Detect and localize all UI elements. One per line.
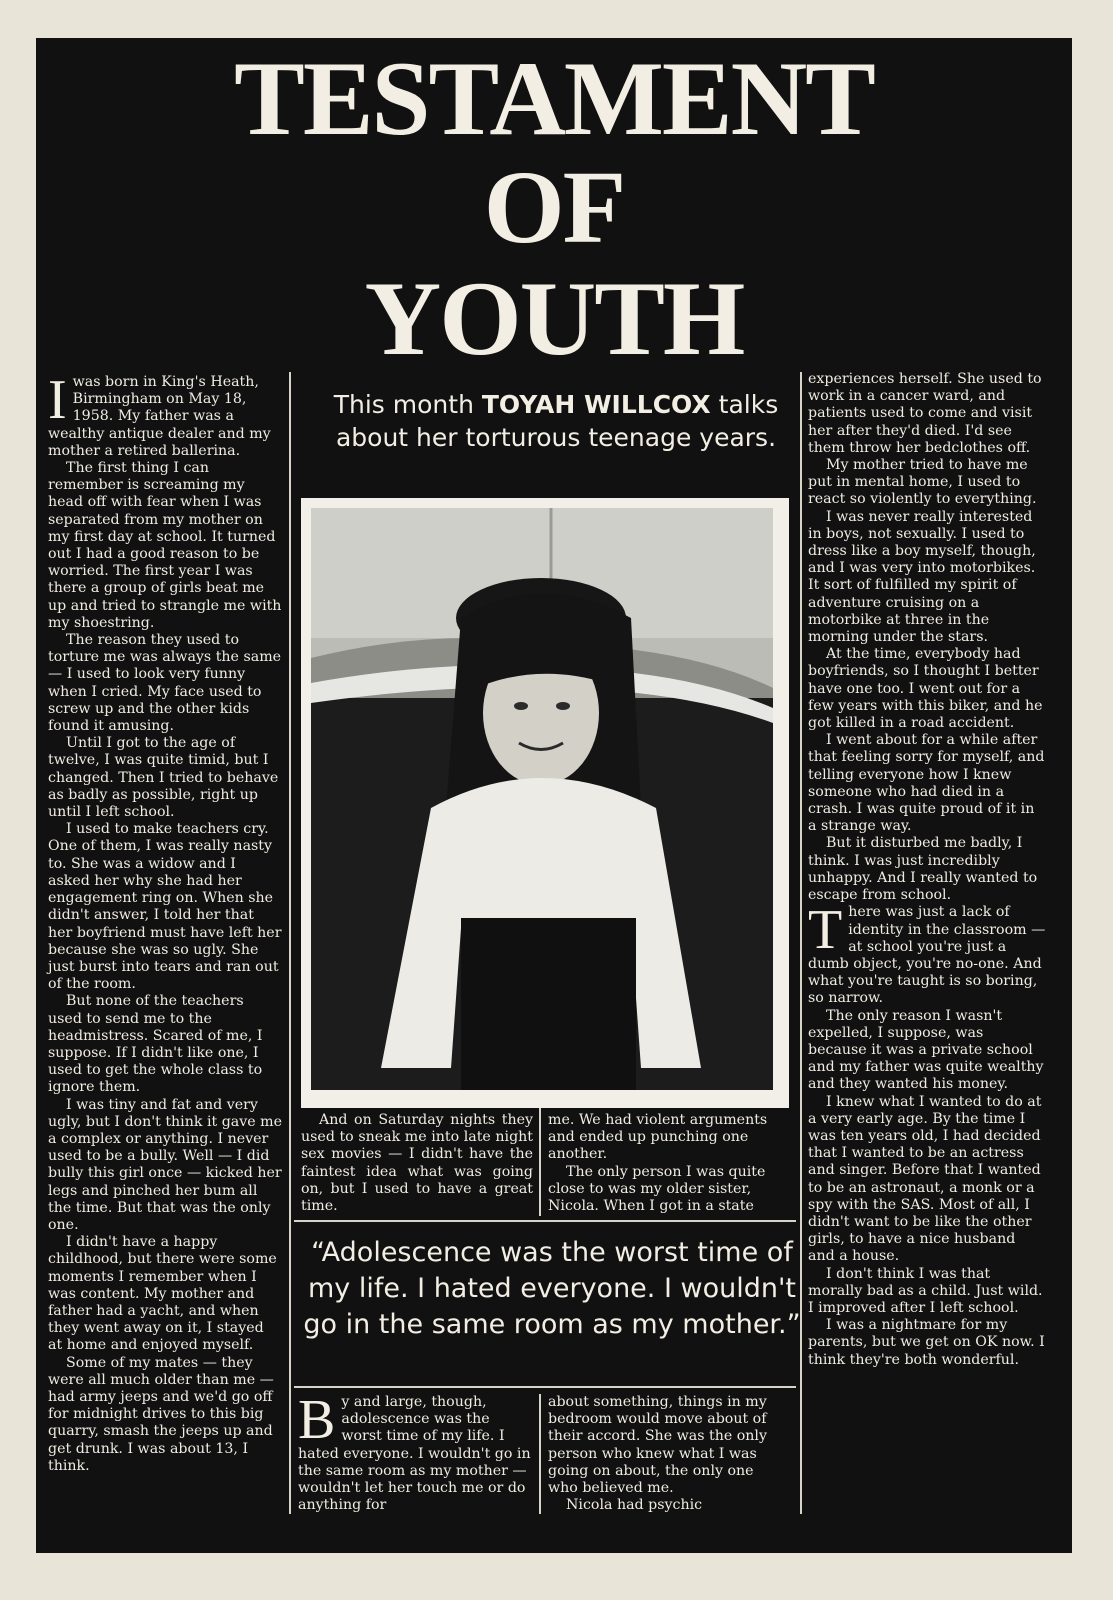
col2b-paragraph: The only person I was quite close to was my older sister, Nicola. When I got in a state [548, 1163, 766, 1215]
col4-paragraph: The only reason I wasn't expelled, I suppose, was because it was a private school and my father was quite wealthy and they wanted his money. [808, 1007, 1044, 1093]
article-column-1 [48, 369, 283, 1475]
article-column-4 [808, 371, 1046, 1369]
quote-rule-top [294, 1220, 796, 1222]
col4-paragraph: At the time, everybody had boyfriends, so I thought I better have one too. I went out for a few years with this biker, and he got killed in a road accident. [808, 646, 1043, 732]
pull-quote: “Adolescence was the worst time of my life. I hated everyone. I wouldn't go in the same room as my mother.” [303, 1237, 801, 1340]
col4-paragraph: But it disturbed me badly, I think. I was just incredibly unhappy. And I really wanted to escape from school. [808, 835, 1038, 904]
col4-paragraph: I was a nightmare for my parents, but we get on OK now. I think they're both wonderful. [808, 1317, 1045, 1368]
article-column-2a [301, 1112, 533, 1215]
col4-paragraph: My mother tried to have me put in mental home, I used to react so violently to everything. [808, 457, 1037, 508]
col3a-paragraph: y and large, though, adolescence was the worst time of my life. I hated everyone. I wouldn't go in the same room as my mother — wouldn't let her touch me or do anything for [298, 1394, 531, 1514]
drop-cap-b: B [298, 1389, 336, 1451]
intro-pre: This month [333, 390, 482, 419]
col1-paragraph: But none of the teachers used to send me to the headmistress. Scared of me, I suppose. If I didn't like one, I used to get the whole class to ignore them. [48, 993, 263, 1096]
girl-portrait-image [311, 508, 773, 1090]
article-column-2b [548, 1112, 776, 1215]
intro-standfirst [301, 388, 811, 454]
column-divider [289, 372, 291, 1514]
col3b-paragraph: about something, things in my bedroom would move about of their accord. She was the only person who knew what I was going on about, the only one who believed me. [548, 1394, 767, 1497]
column-divider [539, 1108, 541, 1216]
childhood-photo [311, 508, 773, 1090]
col2b-paragraph: me. We had violent arguments and ended up punching one another. [548, 1112, 768, 1163]
intro-post: talks about her torturous teenage years. [335, 390, 779, 452]
col1-paragraph: The first thing I can remember is screaming my head off with fear when I was separated from my mother on my first day at school. It turned out I had a good reason to be worried. The first year I was there a group of girls beat me up and tried to strangle me with my shoestring. [48, 460, 282, 631]
interviewee-name: TOYAH WILLCOX [481, 390, 711, 419]
magazine-page [36, 38, 1072, 1553]
col4-paragraph: here was just a lack of identity in the classroom — at school you're just a dumb object, you're no-one. And what you're taught is so boring, so narrow. [808, 904, 1046, 1007]
photo-frame [301, 498, 789, 1108]
col4-paragraph: I knew what I wanted to do at a very early age. By the time I was ten years old, I had decided that I wanted to be an actress and singer. Before that I wanted to be an astronaut, a monk or a spy with the SAS. Most of all, I didn't want to be like the other girls, to have a nice husband and a house. [808, 1093, 1042, 1265]
col1-paragraph: Some of my mates — they were all much older than me — had army jeeps and we'd go off for midnight drives to this big quarry, smash the jeeps up and get drunk. I was about 13, I think. [48, 1354, 274, 1474]
col2a-paragraph: And on Saturday nights they used to sneak me into late night sex movies — I didn't have the faintest idea what was going on, but I used to have a great time. [301, 1112, 533, 1215]
column-divider [539, 1394, 541, 1514]
col1-paragraph: The reason they used to torture me was always the same — I used to look very funny when I cried. My face used to screw up and the other kids found it amusing. [48, 632, 282, 735]
col4-paragraph: I went about for a while after that feeling sorry for myself, and telling everyone how I knew someone who had died in a crash. I was quite proud of it in a strange way. [808, 732, 1045, 835]
quote-rule-bottom [294, 1386, 796, 1388]
col1-paragraph: I was tiny and fat and very ugly, but I don't think it gave me a complex or anything. I never used to be a bully. Well — I did bully this girl once — kicked her legs and pinched her bum all the time. But that was the only one. [48, 1096, 283, 1233]
drop-cap-t: T [808, 899, 843, 962]
col1-paragraph: I used to make teachers cry. One of them, I was really nasty to. She was a widow and I asked her why she had her engagement ring on. When she didn't answer, I told her that her boyfriend must have left her because she was so ugly. She just burst into tears and ran out of the room. [48, 821, 282, 993]
col1-paragraph: was born in King's Heath, Birmingham on May 18, 1958. My father was a wealthy antique dealer and my mother a retired ballerina. [48, 374, 271, 459]
col4-paragraph: I was never really interested in boys, not sexually. I used to dress like a boy myself, though, and I was very into motorbikes. It sort of fulfilled my spirit of adventure cruising on a motorbike at three in the morning under the stars. [808, 508, 1036, 646]
article-column-3a [298, 1389, 534, 1514]
headline-line-1: TESTAMENT [234, 40, 874, 157]
headline-line-2: OF [483, 150, 625, 265]
drop-cap-i: I [48, 369, 67, 431]
headline-line-3: YOUTH [364, 260, 744, 377]
col1-paragraph: Until I got to the age of twelve, I was quite timid, but I changed. Then I tried to behave as badly as possible, right up until I left school. [48, 735, 279, 821]
col3b-paragraph: Nicola had psychic [566, 1497, 703, 1514]
col4-paragraph: experiences herself. She used to work in a cancer ward, and patients used to come and visit her after they'd died. I'd see them throw her bedclothes off. [808, 371, 1042, 456]
col1-paragraph: I didn't have a happy childhood, but there were some moments I remember when I was content. My mother and father had a yacht, and when they went away on it, I stayed at home and enjoyed myself. [48, 1234, 277, 1354]
col4-paragraph: I don't think I was that morally bad as a child. Just wild. I improved after I left school. [808, 1265, 1043, 1316]
article-column-3b [548, 1394, 782, 1514]
